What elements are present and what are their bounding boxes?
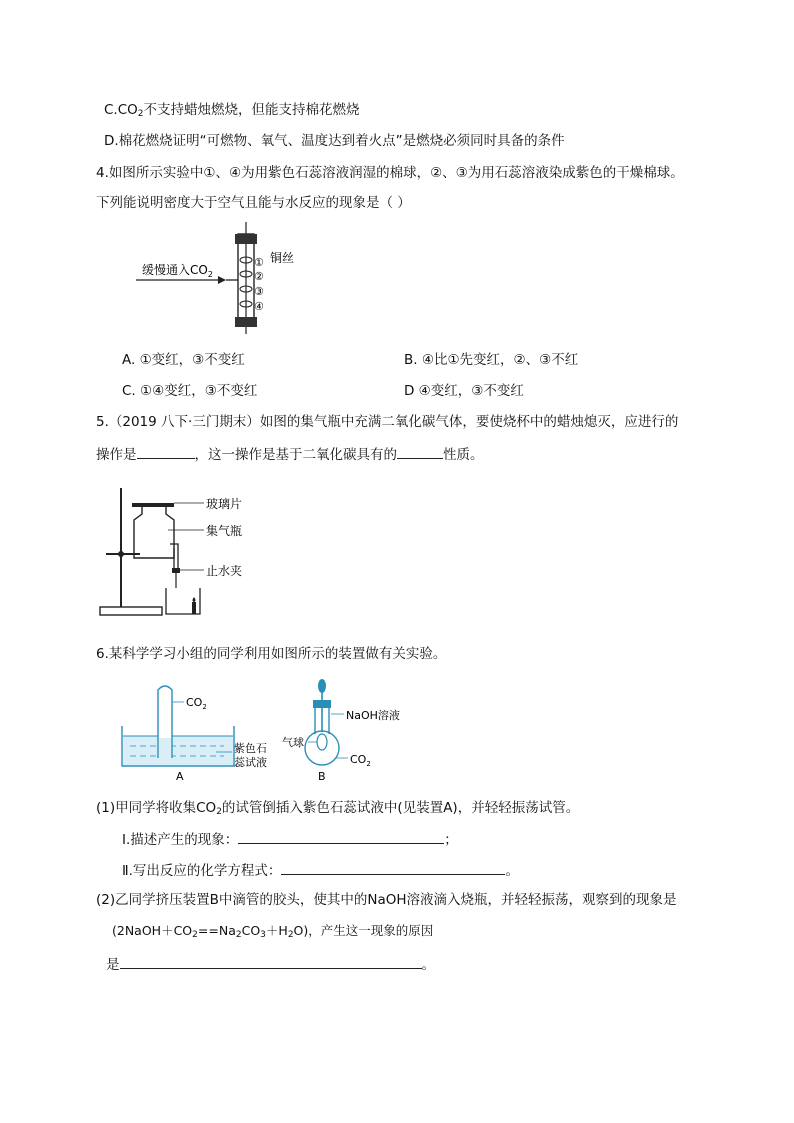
q6-part2-reason-end: 。 xyxy=(421,957,435,973)
q4-stopper-top xyxy=(235,234,257,244)
q4-gas-label: 缓慢通入$CO_2$ xyxy=(142,263,213,279)
q5-label-clamp: 止水夹 xyxy=(206,564,243,578)
q6a-liquid-label2: 蕊试液 xyxy=(234,756,267,769)
q6a-liquid-label1: 紫色石 xyxy=(234,742,267,755)
q6b-flask xyxy=(305,731,339,765)
q6b-caption: B xyxy=(318,770,326,783)
q6-eq-sub-b: 2 xyxy=(192,930,198,940)
q5-stand-base xyxy=(100,607,162,615)
q6b-balloon-label: 气球 xyxy=(282,736,304,749)
q6a-caption: A xyxy=(176,770,184,783)
q6-blank-reason[interactable] xyxy=(120,954,422,969)
q5-gas-bottle xyxy=(134,507,174,558)
q5-stem-part3: 性质。 xyxy=(443,447,484,463)
q4-option-b: B. ④比①先变红，②、③不红 xyxy=(404,352,579,368)
q6b-balloon xyxy=(317,734,327,750)
q4-mark-4: ④ xyxy=(254,300,264,313)
q5-label-bottle: 集气瓶 xyxy=(206,524,243,538)
q5-label-glass: 玻璃片 xyxy=(206,497,243,511)
q6b-stopper xyxy=(313,700,331,708)
q6-eq-part-i: O)，产生这一现象的原因 xyxy=(293,923,434,938)
q4-mark-2: ② xyxy=(254,270,264,283)
q3-option-c-text: C.CO xyxy=(104,102,138,118)
q6a-gas-label: $CO_2$ xyxy=(186,696,207,711)
q5-stem-part2: ，这一操作是基于二氧化碳具有的 xyxy=(194,447,397,463)
q6-part1 xyxy=(96,799,579,817)
q5-stop-clamp xyxy=(172,568,180,573)
q6-blank-equation[interactable] xyxy=(281,860,505,875)
q6-part2-reason-label: 是 xyxy=(106,957,120,973)
q6-part1-i-end: ； xyxy=(444,832,458,848)
q5-stem-line1: 5.（2019 八下·三门期末）如图的集气瓶中充满二氧化碳气体，要使烧杯中的蜡烛熄灭，应进行的 xyxy=(96,414,679,430)
q6-figure-a xyxy=(120,680,270,784)
q4-arrow-head xyxy=(218,276,226,284)
q6b-naoh-label: NaOH溶液 xyxy=(346,709,400,722)
q6-eq-sub-d: 2 xyxy=(235,930,242,940)
q4-stopper-bottom xyxy=(235,317,257,327)
q5-blank-property[interactable] xyxy=(397,444,443,459)
q6-eq-sub-f: 3 xyxy=(260,930,266,940)
q4-stem-line1: 4.如图所示实验中①、④为用紫色石蕊溶液润湿的棉球，②、③为用石蕊溶液染成紫色的干燥棉球。 xyxy=(96,165,684,181)
q4-stem-line2: 下列能说明密度大于空气且能与水反应的现象是（ ） xyxy=(96,195,411,211)
q6-part1-sub: 2 xyxy=(216,807,222,817)
q5-figure xyxy=(96,484,256,622)
q6-part2-equation xyxy=(112,922,433,940)
q4-option-d: D ④变红，③不变红 xyxy=(404,383,524,399)
q5-candle xyxy=(192,602,196,614)
q6-part1-ii-label: Ⅱ.写出反应的化学方程式： xyxy=(122,863,282,879)
q5-glass-plate xyxy=(132,503,174,507)
q6-part1-i xyxy=(122,829,458,849)
q6-part1-text: (1)甲同学将收集CO xyxy=(96,800,217,816)
q6-part2: (2)乙同学挤压装置B中滴管的胶头，使其中的NaOH溶液滴入烧瓶，并轻轻振荡，观察到的现象是 xyxy=(96,892,677,908)
q6-part1-ii xyxy=(122,860,519,880)
q6b-dropper-bulb xyxy=(318,679,326,693)
q6a-liquid xyxy=(123,736,233,765)
q4-wire-label: 铜丝 xyxy=(270,251,295,265)
q6-part1-text2: 的试管倒插入紫色石蕊试液中(见装置A)，并轻轻振荡试管。 xyxy=(221,800,580,816)
q3-option-c-sub: 2 xyxy=(137,109,144,119)
q4-option-c: C. ①④变红，③不变红 xyxy=(122,383,258,399)
q6-eq-part-a: (2NaOH＋CO xyxy=(112,923,193,938)
q6-blank-phenomenon[interactable] xyxy=(238,829,444,844)
q6-part1-ii-end: 。 xyxy=(505,863,519,879)
q4-figure xyxy=(134,222,314,334)
q6-stem: 6.某科学学习小组的同学利用如图所示的装置做有关实验。 xyxy=(96,646,447,662)
q6-eq-sub-h: 2 xyxy=(287,930,294,940)
q3-option-c-text2: 不支持蜡烛燃烧，但能支持棉花燃烧 xyxy=(143,102,360,118)
q4-mark-3: ③ xyxy=(254,285,264,298)
q6-eq-part-e: CO xyxy=(241,923,261,938)
q3-option-c xyxy=(104,101,360,119)
q6-eq-part-g: ＋H xyxy=(265,923,288,938)
q5-stem-part1: 操作是 xyxy=(96,447,137,463)
q4-option-a: A. ①变红，③不变红 xyxy=(122,352,245,368)
q5-stem-line2 xyxy=(96,444,484,464)
q6-part2-reason xyxy=(106,954,435,974)
q6-figure-b xyxy=(282,676,442,786)
q6-part1-i-label: Ⅰ.描述产生的现象： xyxy=(122,832,239,848)
q5-blank-operation[interactable] xyxy=(137,444,195,459)
q6b-gas-label: $CO_2$ xyxy=(350,753,371,768)
q6-eq-part-c: ==Na xyxy=(197,923,236,938)
q4-mark-1: ① xyxy=(254,256,264,269)
q3-option-d: D.棉花燃烧证明“可燃物、氧气、温度达到着火点”是燃烧必须同时具备的条件 xyxy=(104,133,565,149)
